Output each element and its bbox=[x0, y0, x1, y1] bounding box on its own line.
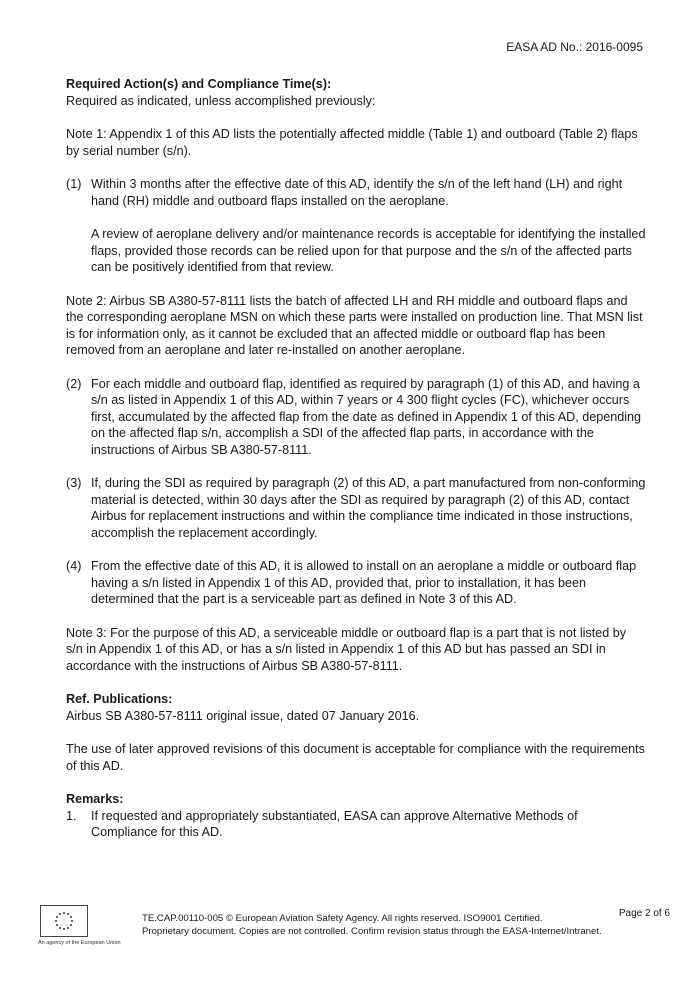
action-item-4 bbox=[66, 558, 646, 608]
action-item-2 bbox=[66, 376, 646, 459]
remarks-heading: Remarks: bbox=[66, 792, 124, 806]
ad-number: EASA AD No.: 2016-0095 bbox=[506, 40, 643, 54]
item-1-records-paragraph: A review of aeroplane delivery and/or maintenance records is acceptable for identifying the installed flaps, provided those records can be relied upon for that purpose and the s/n of the affected parts can be positively identified from that review. bbox=[91, 227, 646, 274]
action-item-3 bbox=[66, 475, 646, 541]
item-text: For each middle and outboard flap, identified as required by paragraph (1) of this AD, and having a s/n as listed in Appendix 1 of this AD, within 7 years or 4 300 flight cycles (FC), whichever occurs first, accumulated by the affected flap from the date as defined in Appendix 1 of this AD, depending on the affected flap s/n, accomplish a SDI of the affected flap parts, in accordance with the instructions of Airbus SB A380-57-8111. bbox=[91, 376, 642, 457]
footer-line-1: TE.CAP.00110-005 © European Aviation Safety Agency. All rights reserved. ISO9001 Certified. bbox=[142, 913, 543, 924]
intro-text: Required as indicated, unless accomplished previously: bbox=[66, 93, 376, 108]
item-number: (4) bbox=[66, 559, 82, 573]
note-2: Note 2: Airbus SB A380-57-8111 lists the batch of affected LH and RH middle and outboard flaps and the corresponding aeroplane MSN on which these parts were installed on production line. That MSN list is for information only, as it cannot be excluded that an affected middle or outboard flap has been removed from an aeroplane and later re-installed on another aeroplane. bbox=[66, 293, 643, 357]
ref-heading: Ref. Publications: bbox=[66, 692, 173, 706]
item-number: (3) bbox=[66, 476, 82, 490]
item-text: Within 3 months after the effective date of this AD, identify the s/n of the left hand (LH) and right hand (RH) middle and outboard flaps installed on the aeroplane. bbox=[91, 177, 623, 208]
item-number: (1) bbox=[66, 177, 82, 191]
remark-number: 1. bbox=[66, 808, 77, 823]
remark-text: If requested and appropriately substantiated, EASA can approve Alternative Methods of Compliance for this AD. bbox=[91, 808, 578, 839]
item-number: (2) bbox=[66, 376, 82, 391]
item-text: If, during the SDI as required by paragraph (2) of this AD, a part manufactured from non-conforming material is detected, within 30 days after the SDI as required by paragraph (2) of this AD, contact Airbus for replacement instructions and within the compliance time indicated in those instructions, accomplish the replacement accordingly. bbox=[91, 476, 646, 540]
page-number: Page 2 of 6 bbox=[618, 908, 670, 919]
section-heading: Required Action(s) and Compliance Time(s): bbox=[66, 77, 332, 91]
ref-text: Airbus SB A380-57-8111 original issue, dated 07 January 2016. bbox=[66, 708, 420, 723]
remark-item-1 bbox=[66, 808, 646, 841]
ref-revisions-text: The use of later approved revisions of this document is acceptable for compliance with the requirements of this AD. bbox=[66, 742, 645, 773]
eu-flag-icon bbox=[40, 905, 88, 937]
document-body bbox=[66, 76, 646, 841]
note-1: Note 1: Appendix 1 of this AD lists the potentially affected middle (Table 1) and outboard (Table 2) flaps by serial number (s/n). bbox=[66, 127, 638, 158]
action-item-1 bbox=[66, 176, 646, 209]
note-3: Note 3: For the purpose of this AD, a serviceable middle or outboard flap is a part that is not listed by s/n in Appendix 1 of this AD, or has a s/n listed in Appendix 1 of this AD but has passed an SDI in accordance with the instructions of Airbus SB A380-57-8111. bbox=[66, 625, 627, 673]
footer-line-2: Proprietary document. Copies are not controlled. Confirm revision status through the EASA-Internet/Intranet. bbox=[142, 926, 602, 937]
footer-copyright bbox=[142, 912, 602, 938]
item-text: From the effective date of this AD, it is allowed to install on an aeroplane a middle or outboard flap having a s/n listed in Appendix 1 of this AD, provided that, prior to installation, it has been determined that the part is a serviceable part as defined in Note 3 of this AD. bbox=[91, 559, 637, 606]
agency-caption: An agency of the European Union bbox=[38, 940, 121, 946]
